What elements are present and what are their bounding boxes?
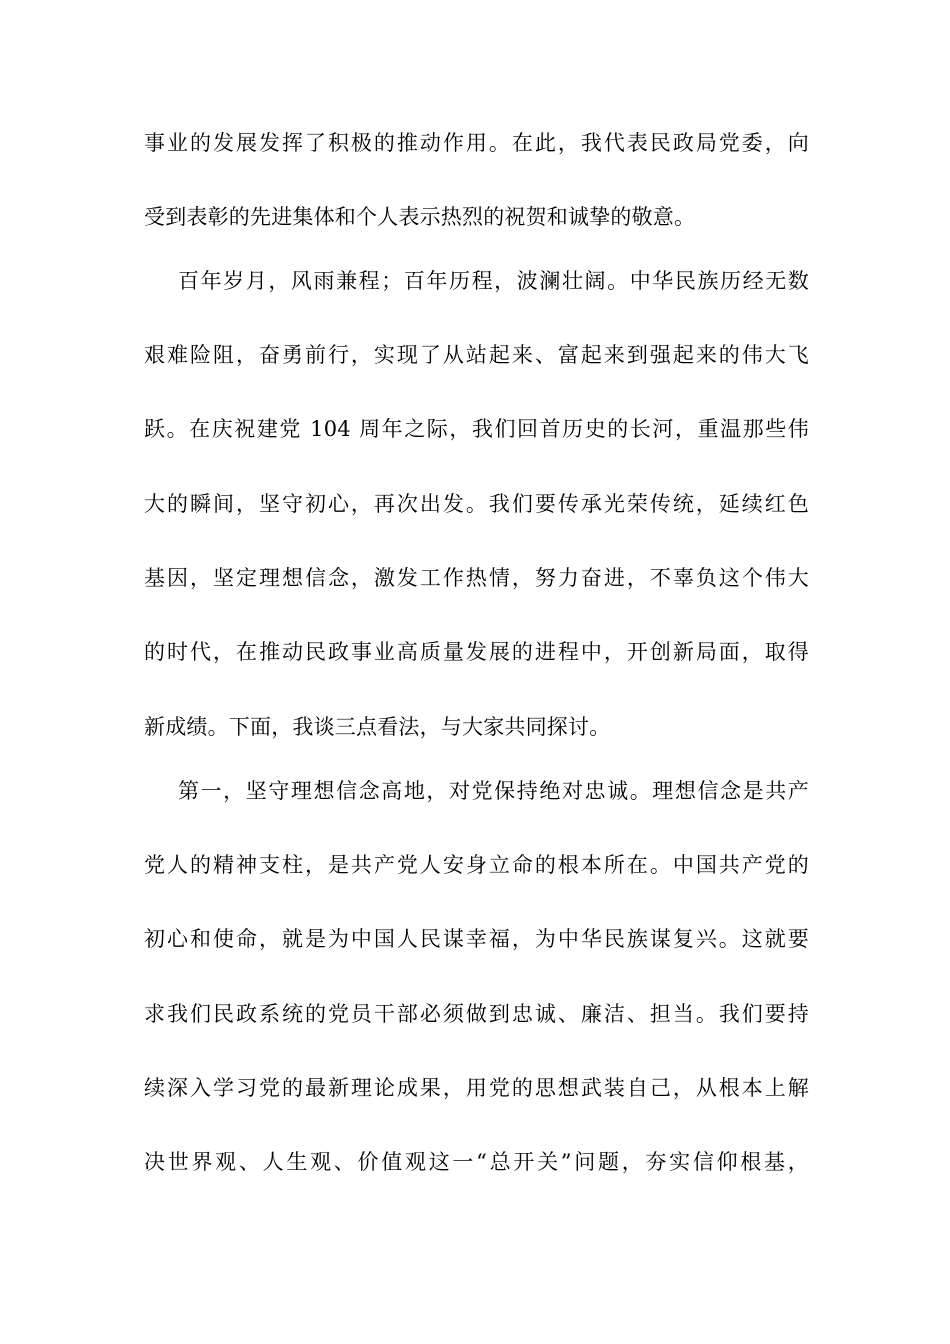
text-line: 大的瞬间，坚守初心，再次出发。我们要传承光荣传统，延续红色: [144, 492, 809, 516]
text-line: 受到表彰的先进集体和个人表示热烈的祝贺和诚挚的敬意。: [144, 205, 696, 229]
text-line: 基因，坚定理想信念，激发工作热情，努力奋进，不辜负这个伟大: [144, 566, 809, 590]
text-line: 决世界观、人生观、价值观这一“总开关”问题，夯实信仰根基，: [144, 1150, 809, 1174]
paragraph-first-line: 百年岁月，风雨兼程；百年历程，波澜壮阔。中华民族历经无数: [178, 269, 809, 293]
text-line: 党人的精神支柱，是共产党人安身立命的根本所在。中国共产党的: [144, 853, 809, 877]
text-line: 续深入学习党的最新理论成果，用党的思想武装自己，从根本上解: [144, 1076, 809, 1100]
text-line: 新成绩。下面，我谈三点看法，与大家共同探讨。: [144, 715, 611, 739]
text-line: 求我们民政系统的党员干部必须做到忠诚、廉洁、担当。我们要持: [144, 1002, 809, 1026]
text-line: 跃。在庆祝建党 104 周年之际，我们回首历史的长河，重温那些伟: [144, 417, 809, 441]
text-line: 事业的发展发挥了积极的推动作用。在此，我代表民政局党委，向: [144, 131, 809, 155]
text-line: 艰难险阻，奋勇前行，实现了从站起来、富起来到强起来的伟大飞: [144, 343, 809, 367]
text-line: 的时代，在推动民政事业高质量发展的进程中，开创新局面，取得: [144, 640, 809, 664]
paragraph-first-line: 第一，坚守理想信念高地，对党保持绝对忠诚。理想信念是共产: [178, 779, 809, 803]
text-line: 初心和使命，就是为中国人民谋幸福，为中华民族谋复兴。这就要: [144, 927, 809, 951]
